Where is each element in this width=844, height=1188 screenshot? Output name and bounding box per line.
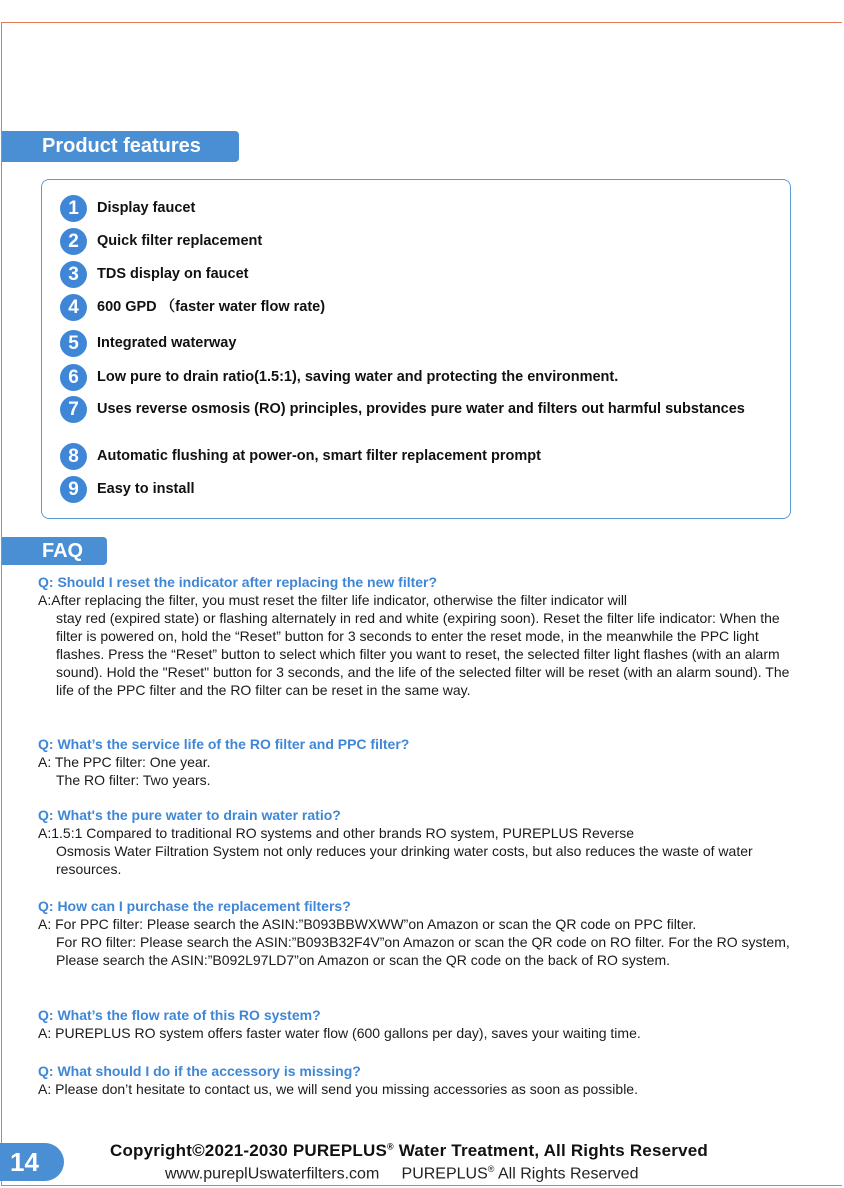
feature-number-badge: 9 bbox=[60, 476, 87, 503]
feature-number-badge: 4 bbox=[60, 294, 87, 321]
faq-question: Q: What's the pure water to drain water ratio? bbox=[38, 807, 341, 823]
faq-question: Q: Should I reset the indicator after replacing the new filter? bbox=[38, 574, 438, 590]
faq-question: Q: What should I do if the accessory is missing? bbox=[38, 1063, 361, 1079]
feature-item bbox=[60, 294, 747, 321]
feature-text: Quick filter replacement bbox=[97, 233, 263, 249]
faq-answer-first-line: A: The PPC filter: One year. bbox=[38, 754, 211, 770]
feature-text: 600 GPD （faster water flow rate) bbox=[97, 299, 326, 315]
faq-question: Q: How can I purchase the replacement filters? bbox=[38, 898, 351, 914]
feature-text: Uses reverse osmosis (RO) principles, provides pure water and filters out harmful substances bbox=[97, 401, 745, 417]
feature-item bbox=[60, 195, 747, 222]
faq-answer bbox=[38, 591, 798, 699]
feature-text: TDS display on faucet bbox=[97, 266, 249, 282]
feature-text: Integrated waterway bbox=[97, 335, 237, 351]
feature-number-badge: 5 bbox=[60, 330, 87, 357]
copyright-rights: Water Treatment, All Rights Reserved bbox=[398, 1141, 708, 1160]
faq-answer bbox=[38, 1080, 798, 1098]
feature-item bbox=[60, 261, 747, 288]
feature-number-badge: 6 bbox=[60, 364, 87, 391]
feature-item bbox=[60, 396, 747, 423]
feature-item bbox=[60, 476, 747, 503]
feature-number-badge: 7 bbox=[60, 396, 87, 423]
faq-answer-first-line: A:After replacing the filter, you must reset the filter life indicator, otherwise the filter indicator will bbox=[38, 592, 628, 608]
registered-mark: ® bbox=[387, 1141, 394, 1152]
faq-answer-continued: The RO filter: Two years. bbox=[56, 772, 211, 788]
faq-answer-first-line: A: For PPC filter: Please search the ASIN:”B093BBWXWW”on Amazon or scan the QR code on PPC filter. bbox=[38, 916, 697, 932]
section-title-faq: FAQ bbox=[2, 537, 107, 565]
faq-answer bbox=[38, 915, 798, 969]
faq-answer-continued: For RO filter: Please search the ASIN:”B093B32F4V”on Amazon or scan the QR code on RO filter. For the RO system, Please search the ASIN:”B092L97LD7”on Amazon or scan the QR code on the back of RO system. bbox=[56, 934, 790, 968]
faq-item bbox=[38, 735, 798, 789]
faq-answer-first-line: A: Please don’t hesitate to contact us, we will send you missing accessories as soon as possible. bbox=[38, 1081, 638, 1097]
brand-name: PUREPLUS bbox=[401, 1165, 488, 1183]
faq-item bbox=[38, 806, 798, 878]
feature-text: Easy to install bbox=[97, 481, 195, 497]
footer-website-line bbox=[165, 1164, 725, 1183]
faq-answer-continued: stay red (expired state) or flashing alternately in red and white (expiring soon). Reset the filter life indicator: When the filter is powered on, hold the “Reset” button for 3 seconds to enter the reset mode, in the meanwhile the PPC light flashes. Press the “Reset” button to select which filter you want to reset, the selected filter light flashes (with an alarm sound). Hold the "Reset" button for 3 seconds, and the life of the selected filter will be reset (with an alarm sound). The life of the PPC filter and the RO filter can be reset in the same way. bbox=[56, 610, 790, 698]
feature-number-badge: 1 bbox=[60, 195, 87, 222]
feature-item bbox=[60, 330, 747, 357]
feature-text: Automatic flushing at power-on, smart filter replacement prompt bbox=[97, 448, 541, 464]
faq-answer bbox=[38, 824, 798, 878]
faq-answer-continued: Osmosis Water Filtration System not only reduces your drinking water costs, but also reduces the waste of water resources. bbox=[56, 843, 753, 877]
feature-number-badge: 2 bbox=[60, 228, 87, 255]
faq-answer-first-line: A: PUREPLUS RO system offers faster water flow (600 gallons per day), saves your waiting time. bbox=[38, 1025, 641, 1041]
feature-item bbox=[60, 228, 747, 255]
website-link[interactable]: www.pureplUswaterfilters.com bbox=[165, 1165, 380, 1183]
feature-item bbox=[60, 364, 747, 391]
faq-answer bbox=[38, 753, 798, 789]
faq-question: Q: What’s the flow rate of this RO system? bbox=[38, 1007, 321, 1023]
footer-copyright bbox=[110, 1141, 750, 1161]
faq-item bbox=[38, 1006, 798, 1042]
faq-question: Q: What’s the service life of the RO filter and PPC filter? bbox=[38, 736, 410, 752]
feature-number-badge: 8 bbox=[60, 443, 87, 470]
feature-text: Display faucet bbox=[97, 200, 196, 216]
faq-item bbox=[38, 897, 798, 969]
copyright-text: Copyright©2021-2030 PUREPLUS bbox=[110, 1141, 387, 1160]
faq-item bbox=[38, 1062, 798, 1098]
page-number: 14 bbox=[0, 1143, 64, 1181]
feature-number-badge: 3 bbox=[60, 261, 87, 288]
rights-text: All Rights Reserved bbox=[497, 1165, 639, 1183]
faq-item bbox=[38, 573, 798, 699]
registered-mark: ® bbox=[487, 1164, 495, 1174]
faq-answer-first-line: A:1.5:1 Compared to traditional RO systems and other brands RO system, PUREPLUS Reverse bbox=[38, 825, 635, 841]
feature-text: Low pure to drain ratio(1.5:1), saving water and protecting the environment. bbox=[97, 369, 619, 385]
feature-item bbox=[60, 443, 747, 470]
faq-answer bbox=[38, 1024, 798, 1042]
section-title-product-features: Product features bbox=[2, 131, 239, 162]
